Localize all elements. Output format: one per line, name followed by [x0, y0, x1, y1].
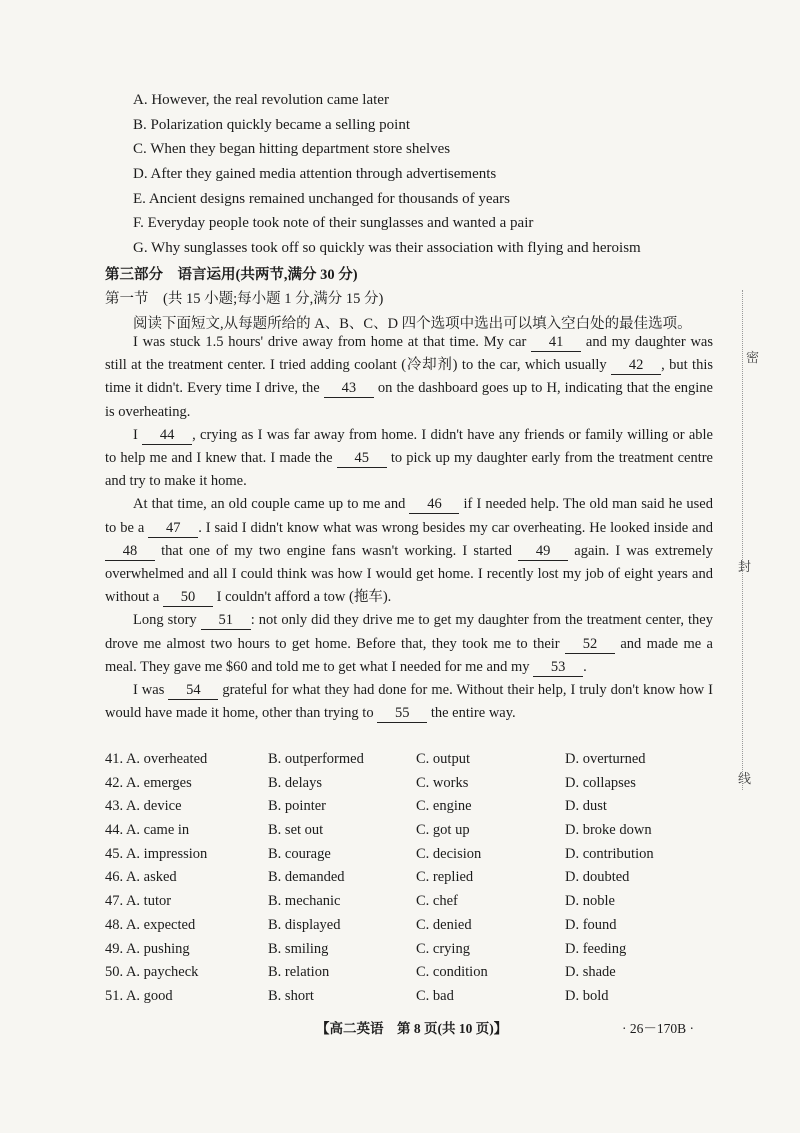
choice-d: D. dust [565, 798, 607, 815]
choice-a: 41. A. overheated [105, 751, 208, 767]
paragraph-3 [105, 493, 713, 609]
choice-c: C. condition [416, 964, 488, 981]
choice-a: 51. A. good [105, 987, 173, 1004]
choice-a: 50. A. paycheck [105, 964, 199, 981]
question-49 [105, 938, 725, 962]
choice-d: D. shade [565, 964, 616, 981]
blank-49: 49 [518, 543, 568, 561]
blank-42: 42 [611, 357, 661, 375]
blank-52: 52 [565, 636, 615, 654]
option-e: E. Ancient designs remained unchanged for thousands of years [133, 190, 510, 207]
choice-c: C. chef [416, 893, 458, 910]
text: and made me a meal. They gave me $60 and told me to get what I needed for me and my [105, 635, 713, 675]
option-a: A. However, the real revolution came later [133, 92, 389, 108]
choice-c: C. bad [416, 987, 454, 1004]
option-g: G. Why sunglasses took off so quickly was their association with flying and heroism [133, 240, 641, 257]
choice-c: C. crying [416, 940, 470, 957]
blank-43: 43 [324, 380, 374, 398]
text: on the dashboard goes up to H, indicating that the engine is overheating. [105, 380, 713, 420]
blank-47: 47 [148, 520, 198, 538]
text: that one of my two engine fans wasn't working. I started [155, 542, 519, 559]
binding-mark-line: 线 [738, 771, 752, 786]
choice-d: D. overturned [565, 751, 646, 767]
blank-51: 51 [201, 612, 251, 630]
choice-a: 46. A. asked [105, 869, 177, 886]
option-d: D. After they gained media attention through advertisements [133, 166, 497, 183]
choice-a: 47. A. tutor [105, 893, 172, 910]
choice-b: B. demanded [268, 869, 345, 886]
text: if I needed help. The old man said he used to be a [105, 496, 713, 536]
choice-a: 48. A. expected [105, 916, 196, 933]
question-50 [105, 961, 725, 985]
text: again. I was extremely overwhelmed and all I could think was how I would get home. I recently lost my job of eight years and without a [105, 542, 713, 606]
choice-b: B. set out [268, 822, 324, 839]
text: , crying as I was far away from home. I didn't have any friends or family willing or able to help me and I knew that. I made the [105, 426, 713, 467]
option-c: C. When they began hitting department store shelves [133, 141, 451, 158]
choice-b: B. short [268, 987, 314, 1004]
choice-c: C. engine [416, 798, 472, 815]
text: Long story [133, 612, 201, 629]
blank-53: 53 [533, 659, 583, 677]
option-f: F. Everyday people took note of their sunglasses and wanted a pair [133, 215, 534, 232]
page-number: 【高二英语 第 8 页(共 10 页)】 [316, 1021, 508, 1036]
text: , but this time it didn't. Every time I drive, the [105, 357, 713, 397]
text: I was stuck 1.5 hours' drive away from home at that time. My car [133, 334, 532, 350]
choice-c: C. output [416, 751, 470, 767]
exam-code: · 26－170B · [622, 1021, 694, 1036]
choice-a: 45. A. impression [105, 845, 208, 862]
choice-d: D. broke down [565, 822, 652, 839]
paragraph-2 [105, 424, 713, 494]
choice-c: C. denied [416, 916, 472, 933]
blank-44: 44 [142, 427, 192, 445]
blank-41: 41 [531, 334, 581, 352]
question-46 [105, 866, 725, 890]
choice-d: D. noble [565, 893, 615, 910]
text: . [583, 658, 587, 675]
subsection-heading: 第一节 (共 15 小题;每小题 1 分,满分 15 分) [105, 291, 384, 307]
choice-c: C. works [416, 774, 469, 791]
blank-50: 50 [163, 589, 213, 607]
text: the entire way. [427, 705, 516, 722]
choice-b: B. outperformed [268, 751, 364, 767]
option-b: B. Polarization quickly became a selling point [133, 116, 411, 133]
blank-55: 55 [377, 705, 427, 723]
binding-mark-sealed: 封 [738, 559, 752, 574]
paragraph-1 [105, 331, 713, 424]
question-44 [105, 819, 725, 843]
text: I couldn't afford a tow (拖车). [213, 589, 392, 606]
choice-a: 44. A. came in [105, 822, 190, 839]
choice-a: 49. A. pushing [105, 940, 190, 957]
question-45 [105, 843, 725, 867]
choice-a: 42. A. emerges [105, 774, 192, 791]
text: I [133, 426, 143, 443]
choice-b: B. displayed [268, 916, 341, 933]
question-51 [105, 985, 725, 1009]
answer-choices [105, 748, 725, 1009]
choice-c: C. got up [416, 822, 470, 839]
choice-b: B. smiling [268, 940, 329, 957]
question-48 [105, 914, 725, 938]
text: . I said I didn't know what was wrong besides my car overheating. He looked inside and [198, 519, 713, 536]
choice-c: C. decision [416, 845, 482, 862]
choice-d: D. feeding [565, 940, 627, 957]
choice-b: B. pointer [268, 798, 326, 815]
choice-d: D. bold [565, 987, 609, 1004]
choice-d: D. found [565, 916, 617, 933]
instructions: 阅读下面短文,从每题所给的 A、B、C、D 四个选项中选出可以填入空白处的最佳选项。 [133, 316, 692, 332]
section-heading: 第三部分 语言运用(共两节,满分 30 分) [105, 267, 358, 283]
question-42 [105, 772, 725, 796]
question-41 [105, 748, 725, 772]
text: to pick up my daughter early from the treatment centre and try to make it home. [105, 450, 713, 490]
choice-b: B. delays [268, 774, 322, 791]
binding-mark-seal: 密 [746, 350, 760, 365]
question-47 [105, 890, 725, 914]
choice-b: B. mechanic [268, 893, 341, 910]
blank-45: 45 [337, 450, 387, 468]
blank-54: 54 [168, 682, 218, 700]
blank-48: 48 [105, 543, 155, 561]
paragraph-4 [105, 609, 713, 679]
choice-c: C. replied [416, 869, 474, 886]
choice-b: B. relation [268, 964, 330, 981]
cloze-passage [105, 331, 713, 725]
choice-d: D. contribution [565, 845, 654, 862]
choice-b: B. courage [268, 845, 331, 862]
text: and my daughter was still at the treatment center. I tried adding coolant (冷却剂) to the car, which usually [105, 334, 713, 374]
choice-a: 43. A. device [105, 798, 182, 815]
options-list [133, 88, 733, 261]
choice-d: D. doubted [565, 869, 630, 886]
blank-46: 46 [409, 496, 459, 514]
text: I was [133, 682, 169, 699]
choice-d: D. collapses [565, 774, 636, 791]
text: grateful for what they had done for me. Without their help, I truly don't know how I would have made it home, other than trying to [105, 682, 713, 722]
paragraph-5 [105, 679, 713, 725]
text: : not only did they drive me to get my daughter from the treatment center, they drove me almost two hours to get home. Before that, they took me to their [105, 612, 713, 652]
text: At that time, an old couple came up to me and [133, 496, 410, 513]
question-43 [105, 795, 725, 819]
